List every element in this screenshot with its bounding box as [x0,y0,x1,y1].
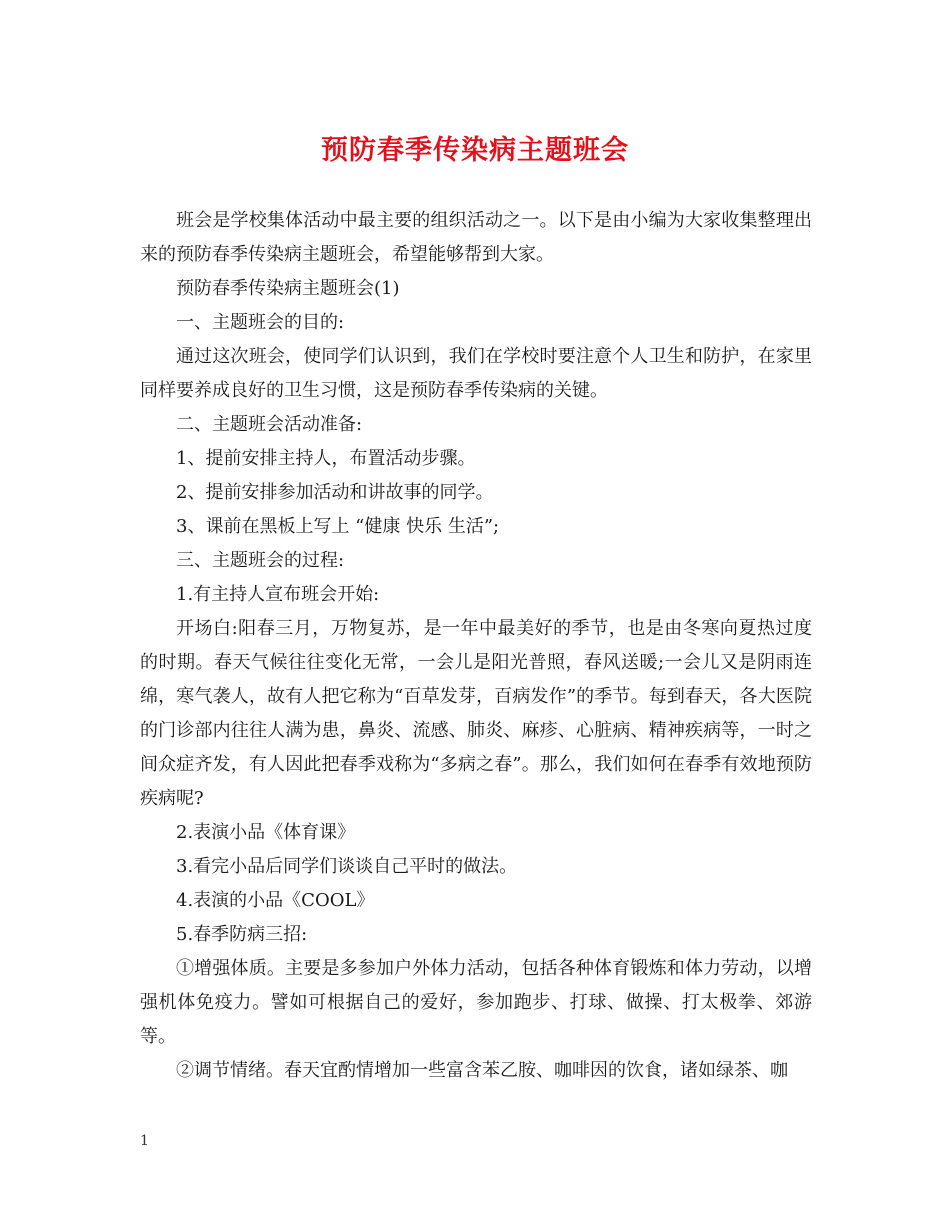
paragraph-process-step-1: 1.有主持人宣布班会开始: [176,584,380,605]
paragraph-heading-purpose: 一、主题班会的目的: [176,312,345,333]
paragraph-heading-preparation: 二、主题班会活动准备: [176,414,363,435]
paragraph-process-step-5: 5.春季防病三招: [176,924,308,945]
paragraph-prep-item-2: 2、提前安排参加活动和讲故事的同学。 [176,482,494,503]
document-body [140,204,812,1088]
paragraph-purpose: 通过这次班会，使同学们认识到，我们在学校时要注意个人卫生和防护，在家里同样要养成良好的卫生习惯，这是预防春季传染病的关键。 [140,346,812,401]
paragraph-tip-2: ②调节情绪。春天宜酌情增加一些富含苯乙胺、咖啡因的饮食，诸如绿茶、咖 [176,1060,788,1081]
paragraph-process-step-4: 4.表演的小品《COOL》 [176,890,375,911]
paragraph-intro: 班会是学校集体活动中最主要的组织活动之一。以下是由小编为大家收集整理出来的预防春季传染病主题班会，希望能够帮到大家。 [140,210,812,265]
page-number: 1 [140,1133,149,1149]
paragraph-heading-process: 三、主题班会的过程: [176,550,345,571]
paragraph-prep-item-3: 3、课前在黑板上写上 “健康 快乐 生活”; [176,516,500,537]
paragraph-section-heading: 预防春季传染病主题班会(1) [176,278,400,299]
paragraph-tip-1: ①增强体质。主要是多参加户外体力活动，包括各种体育锻炼和体力劳动，以增强机体免疫力。譬如可根据自己的爱好，参加跑步、打球、做操、打太极拳、郊游等。 [140,958,812,1047]
document-title: 预防春季传染病主题班会 [321,135,629,166]
paragraph-opening-remarks: 开场白:阳春三月，万物复苏，是一年中最美好的季节，也是由冬寒向夏热过度的时期。春天气候往往变化无常，一会儿是阳光普照，春风送暖;一会儿又是阴雨连绵，寒气袭人，故有人把它称为“百草发芽，百病发作”的季节。每到春天，各大医院的门诊部内往往人满为患，鼻炎、流感、肺炎、麻疹、心脏病、精神疾病等，一时之间众症齐发，有人因此把春季戏称为“多病之春”。那么，我们如何在春季有效地预防疾病呢? [140,618,812,809]
paragraph-process-step-2: 2.表演小品《体育课》 [176,822,356,843]
paragraph-process-step-3: 3.看完小品后同学们谈谈自己平时的做法。 [176,856,518,877]
paragraph-prep-item-1: 1、提前安排主持人，布置活动步骤。 [176,448,476,469]
